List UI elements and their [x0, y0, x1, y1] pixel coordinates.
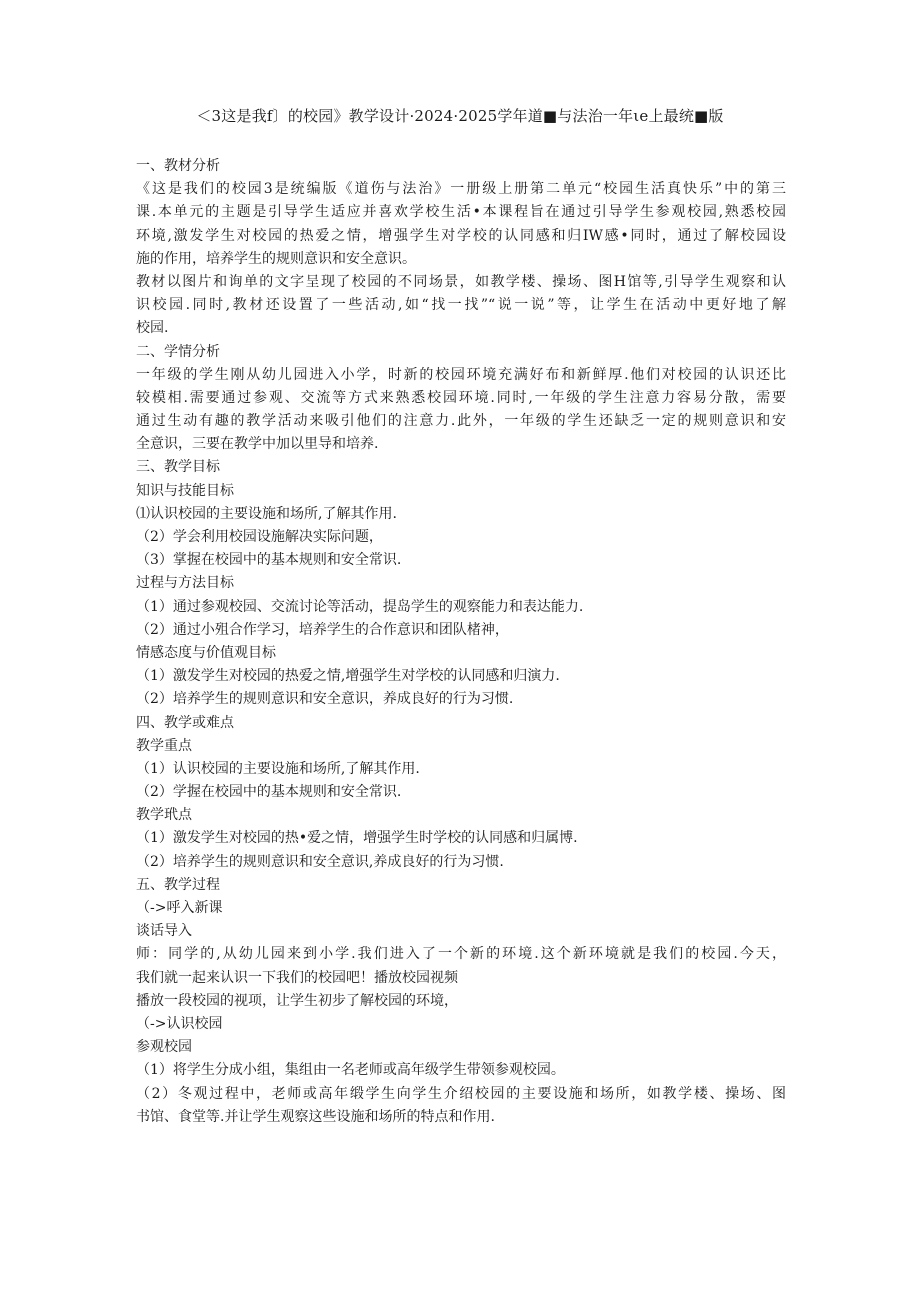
text-line: 三、教学目标	[136, 459, 220, 476]
text-line: （1）将学生分成小组，集组由一名老师或高年级学生带领参观校园。	[136, 1062, 565, 1079]
text-line: 环境,激发学生对校园的热爱之情，增强学生对学校的认同感和归IW感•同时，通过了解校园设	[136, 227, 786, 244]
text-line: 书馆、食堂等.并让学生观察这些设施和场所的特点和作用.	[136, 1108, 495, 1125]
text-line: （1）认识校园的主要设施和场所,了解其作用.	[136, 760, 420, 777]
text-line: 一年级的学生刚从幼儿园进入小学，时新的校园环境充满好布和新鲜厚.他们对校园的认识还比	[136, 366, 786, 383]
text-line: 一、教材分析	[136, 158, 220, 174]
text-line: （1）激发学生对校园的热爱之情,增强学生对学校的认同感和归演力.	[136, 668, 560, 685]
text-line: 播放一段校园的视项，让学生初步了解校园的环境，	[136, 992, 458, 1009]
text-line: 教材以图片和询单的文字呈现了校园的不同场景，如教学楼、操场、图H馆等,引导学生观察和认	[136, 273, 786, 290]
text-line: （->呼入新课	[136, 900, 223, 916]
text-line: （3）掌握在校园中的基本规则和安全常识.	[136, 552, 402, 569]
text-line: 四、教学或难点	[136, 714, 234, 731]
text-line: 五、教学过程	[136, 876, 220, 893]
text-line: 情感态度与价值观目标	[136, 644, 276, 661]
text-line: 我们就一起来认识一下我们的校园吧！播放校园视频	[136, 969, 458, 986]
text-line: （2）通过小殂合作学习，培养学生的合作意识和团队楮神，	[136, 621, 509, 638]
text-line: 课.本单元的主题是引导学生适应并喜欢学校生活•本课程旨在通过引导学生参观校园,熟悉校园	[136, 204, 786, 221]
text-line: 参观校园	[136, 1039, 192, 1056]
text-line: 施的作用，培养学生的规则意识和安全意识。	[136, 250, 416, 267]
text-line: ⑴认识校园的主要设施和场所,了解其作用.	[136, 505, 397, 522]
text-line: 过程与方法目标	[136, 575, 234, 592]
text-line: （1）激发学生对校园的热•爱之情，增强学生时学校的认同感和归属博.	[136, 830, 578, 847]
text-line: （2）培养学生的规则意识和安全意识,养成良好的行为习惯.	[136, 853, 504, 870]
text-line: （->认识校园	[136, 1015, 223, 1032]
text-line: 教学重点	[136, 737, 192, 754]
text-line: （1）通过参观校园、交流讨论等活动，提岛学生的观察能力和表达能力.	[136, 598, 584, 615]
text-line: （2）学会利用校园设施解决实际问题，	[136, 529, 383, 545]
text-line: 师：同学的,从幼儿园来到小学.我们进入了一个新的环境.这个新环境就是我们的校园.今天，	[136, 946, 786, 963]
text-line: 较模相.需要通过参观、交流等方式来熟悉校园环境.同时,一年级的学生注意力容易分散，需要	[136, 389, 786, 406]
text-line: 通过生动有趣的教学活动来吸引他们的注意力.此外，一年级的学生还缺乏一定的规则意识和安	[136, 413, 786, 430]
text-line: （2）学握在校园中的基本规则和安全常识.	[136, 784, 402, 801]
document-body	[136, 155, 786, 1129]
text-line: 二、学情分析	[136, 343, 220, 360]
text-line: 知识与技能目标	[136, 482, 234, 499]
text-line: （2）培养学生的规则意识和安全意识，养成良好的行为习惯.	[136, 691, 514, 708]
text-line: 识校园.同时,教材还设置了一些活动,如“找一找”“说一说”等，让学生在活动中更好地了解	[136, 297, 786, 314]
text-line: 全意识，三要在教学中加以里导和培养.	[136, 436, 379, 453]
text-line: 校园.	[136, 320, 169, 337]
text-line: 教学玳点	[136, 807, 192, 824]
document-title: ＜3这是我f〕的校园》教学设计·2024·2025学年道■与法治一年ιe上最统■版	[196, 107, 724, 125]
text-line: （2）冬观过程中，老师或高年缎学生向学生介绍校园的主要设施和场所，如教学楼、操场、图	[136, 1085, 786, 1102]
text-line: 《这是我们的校园3是统编版《道伤与法治》一册级上册第二单元“校园生活真快乐”中的第三	[136, 181, 786, 198]
text-line: 谈话导入	[136, 923, 192, 940]
